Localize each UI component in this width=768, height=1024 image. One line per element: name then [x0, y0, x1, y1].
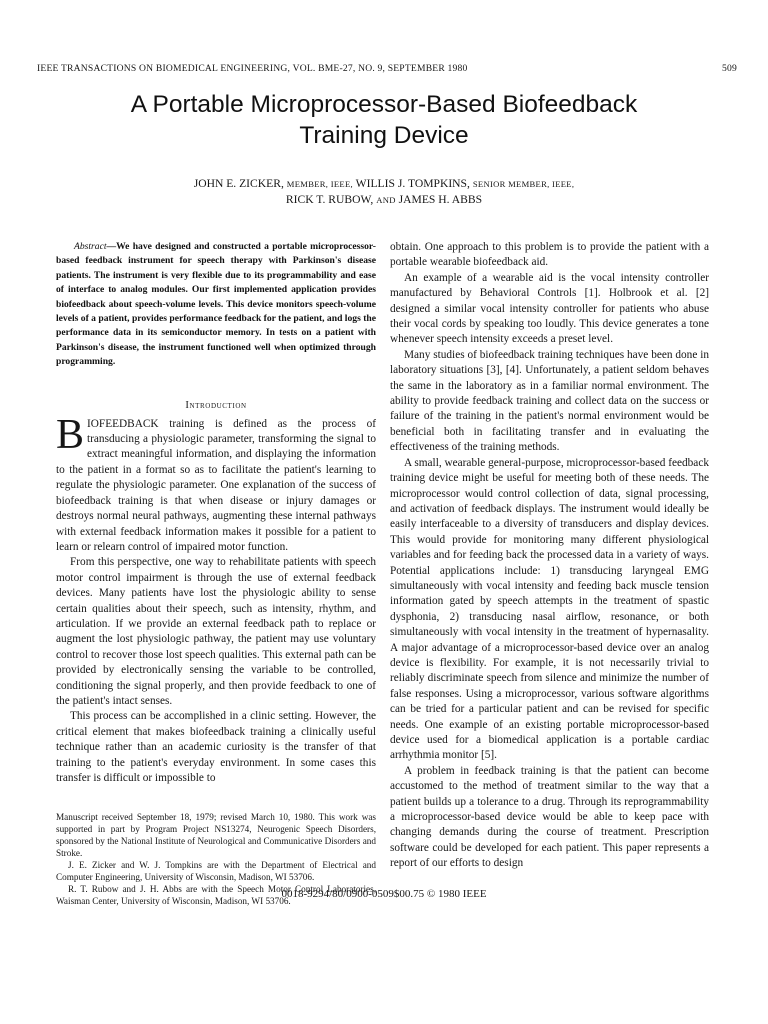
abstract-label: Abstract: [74, 241, 107, 252]
right-paragraph-4: A small, wearable general-purpose, microprocessor-based feedback training device might be useful for meeting both of these needs. The microprocessor would control collection of data, signal processing, and activation of feedback displays. The instrument would ideally be easily interfaceable to a diversity of transducers and display devices. This would provide for monitoring many different physiological variables and for feeding back the processed data in a variety of ways. Potential applications include: 1) transducing laryngeal EMG simultaneously with vocal intensity and feeding back muscle tension information gated by speech attempts in the treatment of spastic dysphonia, 2) transducing nasal airflow, resonance, or both simultaneously with vocal intensity in the treatment of hypernasality. A major advantage of a microprocessor-based device over an analog device is flexibility. For example, it is not necessarily trivial to reliably discriminate speech from silence and minimize the number of false responses. Using a microprocessor, various software algorithms can be tried for a particular patient and can be revised for specific needs. One example of an existing portable microprocessor-based device used for a biomedical application is a portable cardiac arrhythmia monitor [5].: [390, 456, 709, 762]
section-heading-introduction: Introduction: [185, 399, 247, 411]
paper-title: [0, 89, 768, 151]
left-column: [56, 240, 376, 786]
footnote-affiliation-1: J. E. Zicker and W. J. Tompkins are with the Department of Electrical and Computer Engineering, University of Wisconsin, Madison, WI 53706.: [56, 860, 376, 882]
intro-paragraph-1-text: IOFEEDBACK training is defined as the process of transducing a physiologic parameter, transforming the signal to extract meaningful information, and displaying the information to the patient in a format so as to facilitate the patient's learning to regulate the physiologic parameter. One explanation of the success of biofeedback training is that when disease or injury damages or destroys normal neural pathways, augmenting these internal pathways with external feedback information makes it possible for a patient to learn or relearn control of impaired motor function.: [56, 417, 376, 553]
author-tompkins: WILLIS J. TOMPKINS,: [355, 177, 470, 190]
abstract-text: —We have designed and constructed a portable microprocessor-based feedback instrument for speech therapy with Parkinson's disease patients. The instrument is very flexible due to its programmability and ease of interface to analog modules. Our first implemented application provides biofeedback about speech-volume levels. This device monitors speech-volume levels of a patient, provides performance feedback for the patient, and logs the performance data in its semiconductor memory. In tests on a patient with Parkinson's disease, the instrument functioned well when optimized through programming.: [56, 241, 376, 368]
abstract: [56, 240, 376, 370]
author-zicker: JOHN E. ZICKER,: [193, 177, 284, 190]
author-list: [0, 176, 768, 208]
author-role: MEMBER, IEEE,: [286, 179, 353, 189]
title-line-2: Training Device: [299, 122, 469, 149]
right-paragraph-1: obtain. One approach to this problem is to provide the patient with a portable wearable biofeedback aid.: [390, 241, 709, 269]
journal-header: IEEE TRANSACTIONS ON BIOMEDICAL ENGINEERING, VOL. BME-27, NO. 9, SEPTEMBER 1980: [37, 63, 468, 74]
right-paragraph-5: A problem in feedback training is that the patient can become accustomed to the method of treatment similar to the way that a patient builds up a tolerance to a drug. Through its reprogrammability a microprocessor-based device would be able to keep pace with changing demands during the course of treatment. Prescription software could be developed for each patient. This paper represents a report of our efforts to design: [390, 764, 709, 870]
author-abbs: JAMES H. ABBS: [398, 193, 483, 206]
drop-cap: B: [56, 411, 85, 458]
intro-paragraph-1: [56, 411, 376, 556]
author-conjunction: AND: [376, 195, 396, 205]
page-number: 509: [722, 63, 737, 74]
right-column: [390, 240, 709, 872]
running-head: [37, 63, 737, 74]
title-line-1: A Portable Microprocessor-Based Biofeedback: [130, 91, 638, 118]
intro-paragraph-2: From this perspective, one way to rehabilitate patients with speech motor control impairment is through the use of external feedback devices. Many patients have lost the physiologic ability to sense certain qualities about their speech, such as intensity, rhythm, and articulation. If we provide an external feedback path to replace or augment the lost physiologic pathway, the patient may use voluntary control to recover those lost speech qualities. This external path can be provided by electronically sensing the variable to be controlled, conditioning the signal properly, and then provide feedback to one of the patient's intact senses.: [56, 556, 376, 707]
footnote-affiliation-2: R. T. Rubow and J. H. Abbs are with the Speech Motor Control Laboratories, Waisman Center, University of Wisconsin, Madison, WI 53706.: [56, 884, 376, 906]
right-paragraph-2: An example of a wearable aid is the vocal intensity controller manufactured by Behavioral Controls [1]. Holbrook et al. [2] designed a similar vocal intensity controller for patients who abuse their vocal cords by speaking too loudly. This device generates a tone whenever speech intensity exceeds a preset level.: [390, 271, 709, 346]
intro-paragraph-3: This process can be accomplished in a clinic setting. However, the critical element that makes biofeedback training a clinically useful technique rather than an academic curiosity is the transfer of that training to the patient's everyday environment. In some cases this transfer is difficult or impossible to: [56, 710, 376, 784]
right-paragraph-3: Many studies of biofeedback training techniques have been done in laboratory situations [3], [4]. Unfortunately, a patient seldom behaves the same in the laboratory as in a familiar normal environment. The ability to provide feedback training and collect data on the success or failure of the training in the patient's normal environment would be beneficial both in facilitating transfer and in evaluating the effectiveness of the training methods.: [390, 348, 709, 454]
author-rubow: RICK T. RUBOW,: [285, 193, 374, 206]
copyright-line: 0018-9294/80/0900-0509$00.75 © 1980 IEEE: [281, 888, 487, 900]
author-role: SENIOR MEMBER, IEEE,: [472, 179, 575, 189]
footnote-manuscript: Manuscript received September 18, 1979; revised March 10, 1980. This work was supported in part by Program Project NS13274, Neurogenic Speech Disorders, sponsored by the National Institute of Neurological and Communicative Disorders and Stroke.: [56, 812, 376, 858]
